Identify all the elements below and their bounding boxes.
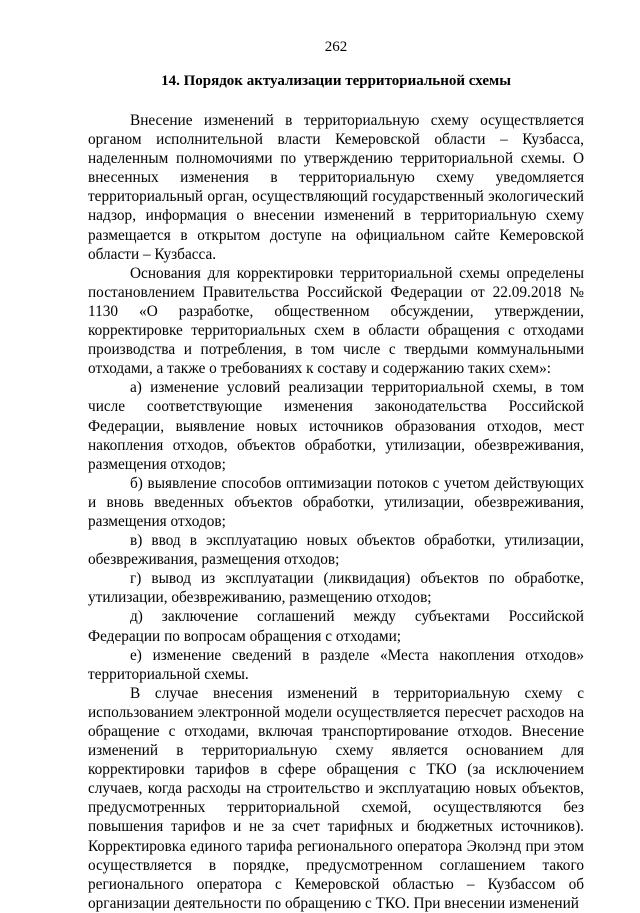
list-item-e: е) изменение сведений в разделе «Места накопления отходов» территориальной схемы. (88, 646, 584, 683)
paragraph-grounds: Основания для корректировки территориальной схемы определены постановлением Правительства Российской Федерации от 22.09.2018 № 1130 «О разработке, общественном обсуждении, утверждении, корректировке территориальных схем в области обращения с отходами производства и потребления, в том числе с твердыми коммунальными отходами, а также о требованиях к составу и содержанию таких схем»: (88, 264, 584, 378)
list-item-b: б) выявление способов оптимизации потоков с учетом действующих и вновь введенных объектов обработки, утилизации, обезвреживания, размещения отходов; (88, 474, 584, 530)
document-body (88, 111, 584, 913)
page-number: 262 (324, 39, 348, 55)
paragraph-intro: Внесение изменений в территориальную схему осуществляется органом исполнительной власти Кемеровской области – Кузбасса, наделенным полномочиями по утверждению территориальной схемы. О внесенных изменения в территориальную схему уведомляется территориальный орган, осуществляющий государственный экологический надзор, информация о внесении изменений в территориальную схему размещается в открытом доступе на официальном сайте Кемеровской области – Кузбасса. (88, 112, 584, 263)
list-item-d: д) заключение соглашений между субъектами Российской Федерации по вопросам обращения с отходами; (88, 608, 584, 645)
section-title: 14. Порядок актуализации территориальной схемы (161, 73, 511, 89)
list-item-g: г) вывод из эксплуатации (ликвидация) объектов по обработке, утилизации, обезвреживанию, размещению отходов; (88, 570, 584, 607)
list-item-v: в) ввод в эксплуатацию новых объектов обработки, утилизации, обезвреживания, размещения отходов; (88, 532, 584, 569)
list-item-a: а) изменение условий реализации территориальной схемы, в том числе соответствующие изменения законодательства Российской Федерации, выявление новых источников образования отходов, мест накопления отходов, объектов обработки, утилизации, обезвреживания, размещения отходов; (88, 379, 584, 473)
paragraph-electronic-model: В случае внесения изменений в территориальную схему с использованием электронной модели осуществляется пересчет расходов на обращение с отходами, включая транспортирование отходов. Внесение изменений в территориальную схему является основанием для корректировки тарифов в сфере обращения с ТКО (за исключением случаев, когда расходы на строительство и эксплуатацию новых объектов, предусмотренных территориальной схемой, осуществляются без повышения тарифов и не за счет тарифных и бюджетных источников). Корректировка единого тарифа регионального оператора Эколэнд при этом осуществляется в порядке, предусмотренном соглашением такого регионального оператора с Кемеровской областью – Кузбассом об организации деятельности по обращению с ТКО. При внесении изменений (88, 684, 584, 912)
